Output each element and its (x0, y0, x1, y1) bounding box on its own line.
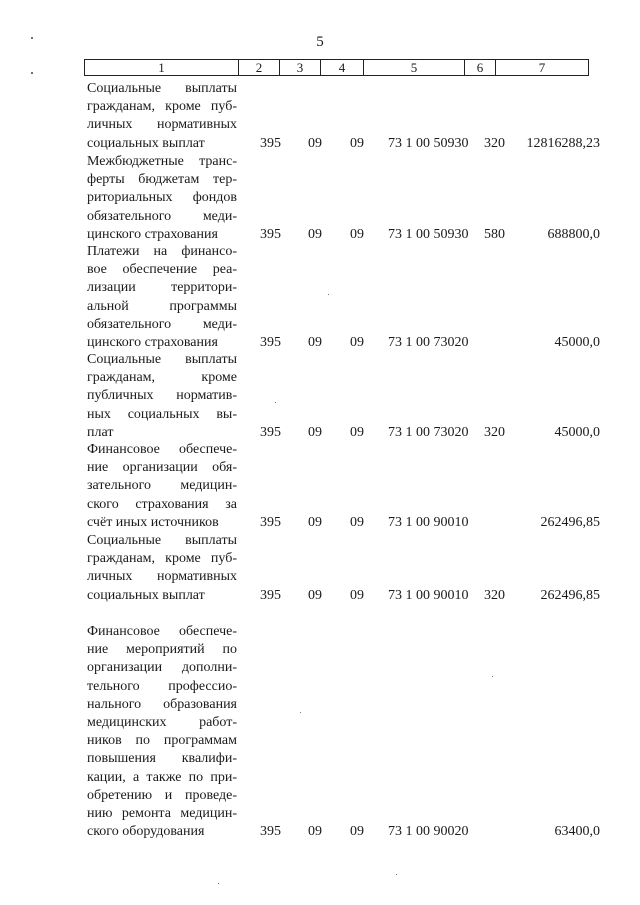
amount: 688800,0 (547, 226, 600, 242)
description-line: Социальные выплаты (87, 352, 237, 367)
description-line: лизации территори- (87, 280, 237, 296)
expense-type-code: 320 (484, 424, 505, 440)
expense-type-code: 320 (484, 587, 505, 603)
section-code: 09 (308, 587, 322, 603)
description-line: организации дополни- (87, 660, 237, 676)
description-line: гражданам, кроме (87, 370, 237, 386)
section-code: 09 (308, 335, 322, 350)
admin-code: 395 (260, 514, 281, 530)
subsection-code: 09 (350, 226, 364, 242)
column-header-table (84, 59, 589, 76)
subsection-code: 09 (350, 335, 364, 350)
description-line: зательного медицин- (87, 478, 237, 494)
target-article-code: 73 1 00 73020 (388, 424, 469, 440)
section-code: 09 (308, 824, 322, 840)
column-header-7: 7 (496, 60, 589, 76)
amount: 12816288,23 (526, 135, 600, 151)
description-line: Социальные выплаты (87, 533, 237, 548)
description-line: личных нормативных (87, 117, 237, 133)
scan-speck (300, 712, 301, 713)
description-line: нального образования (87, 696, 237, 712)
description-line: Социальные выплаты (87, 81, 237, 96)
scan-speck (492, 676, 493, 677)
admin-code: 395 (260, 587, 281, 603)
scan-speck (396, 874, 397, 875)
scan-speck (31, 72, 33, 74)
scan-speck (275, 402, 276, 403)
scan-speck (328, 294, 329, 295)
admin-code: 395 (260, 135, 281, 151)
description-line: гражданам, кроме пуб- (87, 551, 237, 567)
expense-type-code: 580 (484, 226, 505, 242)
column-header-3: 3 (280, 60, 321, 76)
description-line: Межбюджетные транс- (87, 154, 237, 169)
section-code: 09 (308, 424, 322, 440)
section-code: 09 (308, 514, 322, 530)
description-line: публичных норматив- (87, 388, 237, 404)
target-article-code: 73 1 00 90020 (388, 824, 469, 840)
description-line: ние организации обя- (87, 460, 237, 476)
expense-type-code: 320 (484, 135, 505, 151)
description-line: цинского страхования (87, 335, 218, 351)
description-line: нию ремонта медицин- (87, 806, 237, 822)
target-article-code: 73 1 00 90010 (388, 514, 469, 530)
subsection-code: 09 (350, 587, 364, 603)
row-description (87, 623, 237, 841)
page-number: 5 (316, 34, 324, 50)
description-line: риториальных фондов (87, 190, 237, 206)
description-line: плат (87, 424, 114, 440)
admin-code: 395 (260, 226, 281, 242)
description-line: повышения квалифи- (87, 751, 237, 767)
row-description (87, 153, 237, 244)
amount: 45000,0 (554, 424, 600, 440)
admin-code: 395 (260, 335, 281, 350)
target-article-code: 73 1 00 90010 (388, 587, 469, 603)
description-line: социальных выплат (87, 587, 205, 603)
description-line: ского страхования за (87, 496, 237, 512)
row-description (87, 80, 237, 153)
subsection-code: 09 (350, 824, 364, 840)
amount: 63400,0 (554, 824, 600, 840)
target-article-code: 73 1 00 50930 (388, 135, 469, 151)
subsection-code: 09 (350, 424, 364, 440)
description-line: личных нормативных (87, 569, 237, 585)
description-line: обязательного меди- (87, 316, 237, 332)
description-line: Финансовое обеспече- (87, 624, 237, 639)
description-line: ферты бюджетам тер- (87, 172, 237, 188)
description-line: обязательного меди- (87, 208, 237, 224)
row-description (87, 351, 237, 442)
admin-code: 395 (260, 424, 281, 440)
description-line: ского оборудования (87, 824, 205, 840)
description-line: счёт иных источников (87, 514, 219, 530)
description-line: альной программы (87, 298, 237, 314)
section-code: 09 (308, 135, 322, 151)
admin-code: 395 (260, 824, 281, 840)
column-header-row (85, 60, 589, 76)
subsection-code: 09 (350, 135, 364, 151)
amount: 262496,85 (540, 587, 600, 603)
column-header-2: 2 (239, 60, 280, 76)
description-line: обретению и проведе- (87, 787, 237, 803)
section-code: 09 (308, 226, 322, 242)
description-line: цинского страхования (87, 226, 218, 242)
row-description (87, 243, 237, 352)
description-line: ных социальных вы- (87, 406, 237, 422)
amount: 262496,85 (540, 514, 600, 530)
row-description (87, 532, 237, 605)
column-header-6: 6 (465, 60, 496, 76)
description-line: гражданам, кроме пуб- (87, 99, 237, 115)
column-header-5: 5 (364, 60, 465, 76)
description-line: медицинских работ- (87, 715, 237, 731)
target-article-code: 73 1 00 50930 (388, 226, 469, 242)
target-article-code: 73 1 00 73020 (388, 335, 469, 350)
description-line: вое обеспечение реа- (87, 262, 237, 278)
description-line: ников по программам (87, 733, 237, 749)
subsection-code: 09 (350, 514, 364, 530)
scan-speck (31, 37, 33, 39)
description-line: кации, а также по при- (87, 769, 237, 785)
description-line: ние мероприятий по (87, 642, 237, 658)
scan-speck (218, 883, 219, 884)
description-line: Платежи на финансо- (87, 244, 237, 259)
row-description (87, 441, 237, 532)
amount: 45000,0 (554, 335, 600, 350)
description-line: социальных выплат (87, 135, 205, 151)
description-line: тельного профессио- (87, 678, 237, 694)
column-header-1: 1 (85, 60, 239, 76)
column-header-4: 4 (321, 60, 364, 76)
description-line: Финансовое обеспече- (87, 442, 237, 457)
